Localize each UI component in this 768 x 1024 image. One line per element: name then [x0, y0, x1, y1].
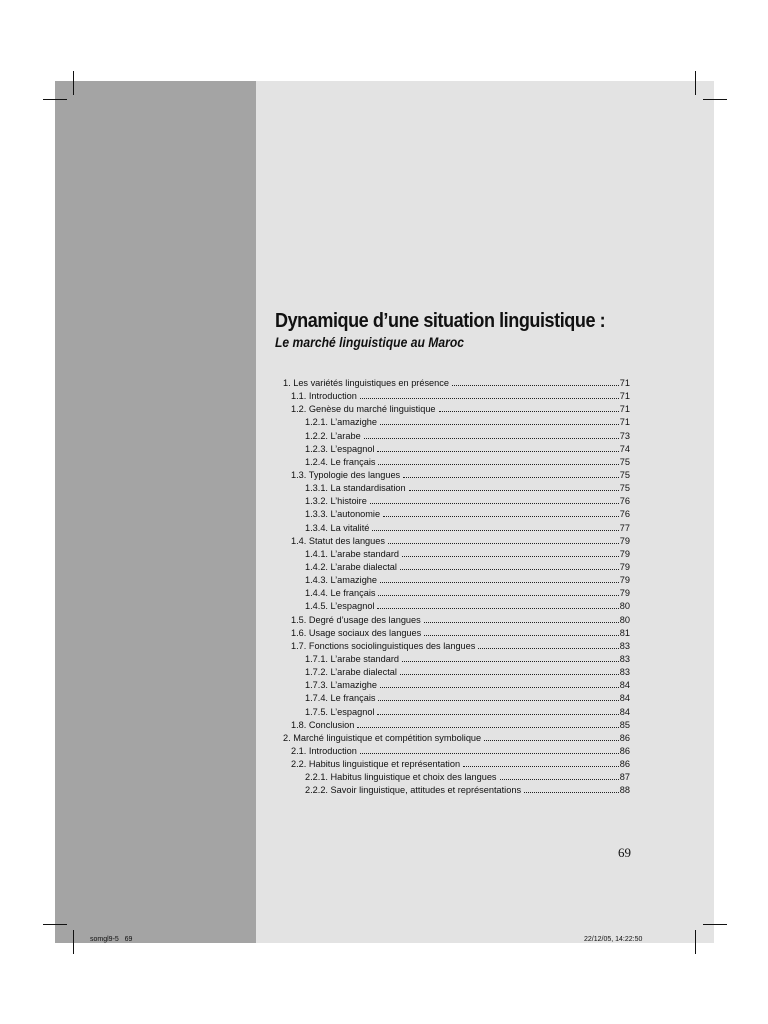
toc-entry-label: 1.7.1. L’arabe standard	[305, 653, 399, 664]
toc-entry-label: 1.7.4. Le français	[305, 693, 376, 704]
print-slug-timestamp: 22/12/05, 14:22:50	[584, 936, 643, 943]
toc-entry	[283, 719, 630, 732]
toc-entry	[283, 416, 630, 429]
toc-dot-leader	[388, 542, 619, 544]
toc-entry-page: 80	[619, 601, 630, 612]
toc-entry-page: 84	[619, 693, 630, 704]
toc-entry	[283, 653, 630, 666]
toc-entry-page: 79	[619, 575, 630, 586]
toc-dot-leader	[377, 713, 618, 715]
toc-entry-label: 1.7.3. L’amazighe	[305, 680, 378, 691]
toc-entry-page: 79	[619, 535, 630, 546]
toc-entry-label: 1.3.3. L’autonomie	[305, 509, 381, 520]
toc-entry	[283, 784, 630, 797]
toc-dot-leader	[377, 607, 618, 609]
print-slug-file: somgl9-5 69	[90, 936, 133, 943]
toc-entry-label: 1.5. Degré d’usage des langues	[291, 614, 421, 625]
toc-dot-leader	[402, 555, 619, 557]
toc-entry-page: 86	[619, 732, 630, 743]
toc-dot-leader	[463, 765, 619, 767]
toc-entry-page: 71	[619, 404, 630, 415]
toc-dot-leader	[403, 476, 619, 478]
toc-entry-page: 75	[619, 456, 630, 467]
toc-dot-leader	[378, 463, 618, 465]
toc-entry	[283, 403, 630, 416]
toc-dot-leader	[360, 752, 619, 754]
toc-entry-label: 1.4. Statut des langues	[291, 535, 385, 546]
toc-entry-page: 71	[619, 391, 630, 402]
toc-entry	[283, 508, 630, 521]
toc-entry	[283, 666, 630, 679]
toc-dot-leader	[370, 502, 619, 504]
toc-entry-label: 1.4.3. L’amazighe	[305, 575, 378, 586]
toc-dot-leader	[400, 673, 619, 675]
toc-entry	[283, 495, 630, 508]
toc-entry	[283, 706, 630, 719]
toc-entry-page: 75	[619, 483, 630, 494]
toc-entry-label: 2.2. Habitus linguistique et représentation	[291, 759, 461, 770]
toc-entry-label: 1.8. Conclusion	[291, 719, 355, 730]
toc-entry	[283, 482, 630, 495]
toc-dot-leader	[380, 581, 619, 583]
left-gray-panel	[55, 81, 256, 943]
toc-entry	[283, 640, 630, 653]
toc-entry-label: 1.6. Usage sociaux des langues	[291, 627, 422, 638]
toc-entry-label: 2.2.1. Habitus linguistique et choix des langues	[305, 772, 497, 783]
toc-entry-label: 1.4.1. L’arabe standard	[305, 548, 399, 559]
toc-dot-leader	[372, 529, 618, 531]
toc-dot-leader	[484, 739, 619, 741]
chapter-title: Dynamique d’une situation linguistique :	[275, 309, 606, 332]
toc-dot-leader	[360, 397, 619, 399]
toc-entry	[283, 574, 630, 587]
toc-entry	[283, 430, 630, 443]
toc-entry	[283, 561, 630, 574]
toc-entry-label: 1.3.2. L’histoire	[305, 496, 367, 507]
toc-entry	[283, 771, 630, 784]
toc-entry-label: 1.7.2. L’arabe dialectal	[305, 667, 397, 678]
toc-entry-page: 85	[619, 719, 630, 730]
toc-entry-label: 1.4.5. L’espagnol	[305, 601, 375, 612]
toc-entry	[283, 587, 630, 600]
toc-entry-page: 81	[619, 627, 630, 638]
toc-dot-leader	[424, 634, 619, 636]
toc-entry-label: 1.7. Fonctions sociolinguistiques des langues	[291, 640, 476, 651]
toc-entry	[283, 443, 630, 456]
toc-entry-label: 1.1. Introduction	[291, 391, 357, 402]
toc-entry-label: 1.4.2. L’arabe dialectal	[305, 561, 397, 572]
toc-entry-page: 77	[619, 522, 630, 533]
toc-entry	[283, 600, 630, 613]
toc-entry-page: 79	[619, 561, 630, 572]
toc-entry-label: 2.2.2. Savoir linguistique, attitudes et représentations	[305, 785, 522, 796]
toc-entry-page: 76	[619, 509, 630, 520]
page-number: 69	[618, 845, 631, 860]
toc-entry	[283, 377, 630, 390]
toc-entry-page: 80	[619, 614, 630, 625]
toc-entry	[283, 745, 630, 758]
toc-entry	[283, 758, 630, 771]
toc-dot-leader	[357, 726, 618, 728]
toc-entry	[283, 535, 630, 548]
toc-entry	[283, 548, 630, 561]
toc-entry	[283, 456, 630, 469]
toc-entry-label: 1.7.5. L’espagnol	[305, 706, 375, 717]
toc-entry-page: 86	[619, 759, 630, 770]
toc-entry-page: 84	[619, 706, 630, 717]
toc-dot-leader	[409, 489, 619, 491]
toc-entry-label: 1.2.4. Le français	[305, 456, 376, 467]
toc-entry	[283, 627, 630, 640]
toc-entry-label: 1.2.1. L’amazighe	[305, 417, 378, 428]
toc-entry	[283, 732, 630, 745]
toc-entry	[283, 614, 630, 627]
toc-entry-label: 1.3. Typologie des langues	[291, 469, 401, 480]
toc-entry-label: 1. Les variétés linguistiques en présence	[283, 378, 449, 388]
toc-dot-leader	[424, 621, 619, 623]
toc-entry-label: 1.2.2. L’arabe	[305, 430, 361, 441]
chapter-subtitle: Le marché linguistique au Maroc	[275, 335, 465, 350]
toc-entry-page: 87	[619, 772, 630, 783]
toc-dot-leader	[478, 647, 618, 649]
toc-entry-label: 2. Marché linguistique et compétition symbolique	[283, 732, 482, 743]
toc-entry-page: 84	[619, 680, 630, 691]
toc-dot-leader	[380, 423, 619, 425]
toc-dot-leader	[378, 594, 618, 596]
toc-entry-label: 1.4.4. Le français	[305, 588, 376, 599]
toc-entry-label: 1.2.3. L’espagnol	[305, 443, 375, 454]
toc-dot-leader	[452, 384, 619, 386]
toc-entry	[283, 469, 630, 482]
toc-dot-leader	[380, 686, 619, 688]
toc-entry	[283, 679, 630, 692]
toc-dot-leader	[377, 450, 618, 452]
toc-dot-leader	[383, 515, 619, 517]
toc-entry-label: 1.2. Genèse du marché linguistique	[291, 404, 436, 415]
toc-entry-page: 76	[619, 496, 630, 507]
toc-entry-label: 1.3.1. La standardisation	[305, 483, 406, 494]
toc-dot-leader	[500, 778, 619, 780]
toc-entry-page: 79	[619, 548, 630, 559]
toc-dot-leader	[364, 437, 619, 439]
toc-entry-page: 83	[619, 653, 630, 664]
toc-dot-leader	[439, 410, 619, 412]
toc-dot-leader	[378, 699, 618, 701]
toc-entry	[283, 522, 630, 535]
toc-entry-page: 79	[619, 588, 630, 599]
toc-dot-leader	[402, 660, 619, 662]
toc-entry-page: 75	[619, 469, 630, 480]
toc-entry-page: 83	[619, 667, 630, 678]
toc-entry-page: 74	[619, 443, 630, 454]
toc-entry-page: 86	[619, 745, 630, 756]
toc-entry-page: 71	[619, 378, 630, 388]
toc-dot-leader	[400, 568, 619, 570]
toc-entry-label: 2.1. Introduction	[291, 745, 357, 756]
toc-entry-page: 71	[619, 417, 630, 428]
toc-entry	[283, 692, 630, 705]
toc-entry-page: 88	[619, 785, 630, 796]
toc-dot-leader	[524, 791, 619, 793]
toc-entry-page: 73	[619, 430, 630, 441]
toc-entry-page: 83	[619, 640, 630, 651]
toc-entry	[283, 390, 630, 403]
table-of-contents	[283, 377, 630, 798]
toc-entry-label: 1.3.4. La vitalité	[305, 522, 370, 533]
